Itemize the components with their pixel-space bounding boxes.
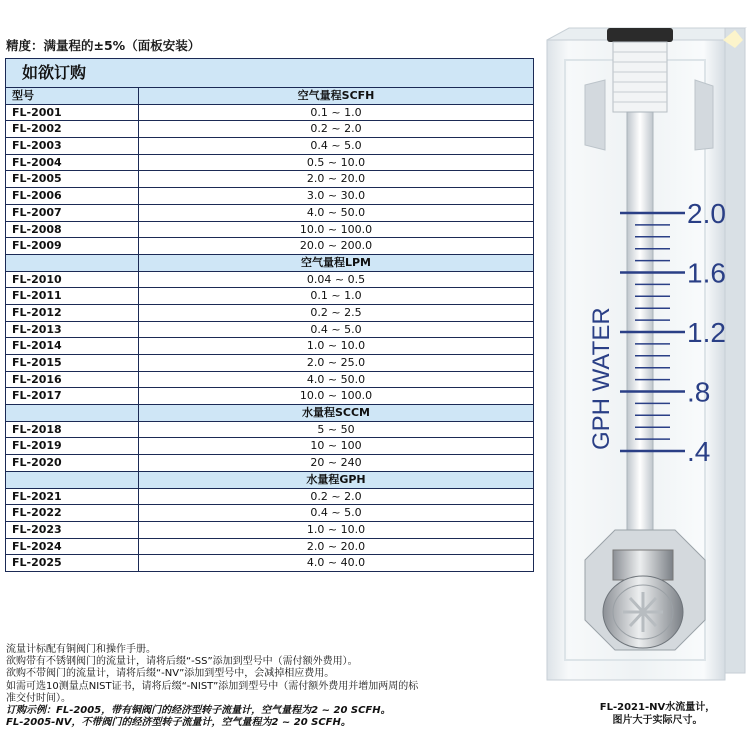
model-cell: FL-2015 — [6, 355, 139, 371]
model-cell: FL-2002 — [6, 121, 139, 137]
range-cell: 0.5 ~ 10.0 — [306, 155, 366, 169]
table-row — [6, 388, 533, 405]
table-row — [6, 522, 533, 539]
range-cell: 0.4 ~ 5.0 — [310, 322, 362, 336]
model-cell: FL-2017 — [6, 388, 139, 404]
table-row — [6, 288, 533, 305]
scale-tick-label: 1.2 — [687, 317, 726, 348]
range-cell: 0.4 ~ 5.0 — [310, 506, 362, 520]
glass-tube — [627, 112, 653, 532]
model-cell: FL-2025 — [6, 555, 139, 571]
model-cell: FL-2020 — [6, 455, 139, 471]
note-line: 准交付时间）。 — [6, 692, 71, 704]
caption-line: 图片大于实际尺寸。 — [612, 715, 703, 726]
scale-tick-label: 1.6 — [687, 257, 726, 289]
table-row — [6, 422, 533, 439]
table-row — [6, 338, 533, 355]
model-cell: FL-2013 — [6, 322, 139, 338]
scale-tick-label: .4 — [687, 436, 711, 467]
table-row — [6, 372, 533, 389]
accuracy-note: 精度：满量程的±5%（面板安装） — [6, 38, 201, 53]
note-line: 欲购带有不锈钢阀门的流量计，请将后缀“-SS”添加到型号中（需付额外费用）。 — [6, 656, 358, 668]
table-row — [6, 205, 533, 222]
model-cell: FL-2014 — [6, 338, 139, 354]
range-cell: 1.0 ~ 10.0 — [306, 339, 366, 353]
order-example-line: FL-2005-NV，不带阀门的经济型转子流量计，空气量程为2 ~ 20 SCFH。 — [6, 717, 351, 729]
model-cell: FL-2023 — [6, 522, 139, 538]
range-cell: 5 ~ 50 — [317, 422, 355, 436]
model-cell: FL-2019 — [6, 438, 139, 454]
header-model-cell — [6, 255, 139, 271]
section-title-cell: 空气量程LPM — [300, 255, 372, 269]
model-cell: FL-2010 — [6, 272, 139, 288]
range-cell: 2.0 ~ 20.0 — [306, 172, 366, 186]
table-row — [6, 272, 533, 289]
model-cell: FL-2006 — [6, 188, 139, 204]
table-row — [6, 539, 533, 556]
range-cell: 20 ~ 240 — [310, 456, 362, 470]
model-cell: FL-2007 — [6, 205, 139, 221]
range-cell: 4.0 ~ 50.0 — [306, 205, 366, 219]
scale-label: GPH WATER — [588, 307, 615, 450]
range-cell: 4.0 ~ 50.0 — [306, 372, 366, 386]
range-cell: 10 ~ 100 — [310, 439, 362, 453]
range-cell: 10.0 ~ 100.0 — [299, 222, 373, 236]
order-table-title: 如欲订购 — [6, 59, 533, 88]
section-header-row — [6, 255, 533, 272]
section-title-cell: 空气量程SCFH — [297, 89, 375, 102]
range-cell: 0.1 ~ 1.0 — [310, 105, 362, 119]
scale-tick-label: 2.0 — [687, 198, 726, 229]
range-cell: 0.04 ~ 0.5 — [306, 272, 366, 286]
table-row — [6, 121, 533, 138]
note-line: 流量计标配有铜阀门和操作手册。 — [6, 644, 156, 655]
section-header-row — [6, 88, 533, 105]
model-cell: FL-2009 — [6, 238, 139, 254]
range-cell: 0.4 ~ 5.0 — [310, 139, 362, 153]
range-cell: 0.1 ~ 1.0 — [310, 289, 362, 303]
range-cell: 0.2 ~ 2.5 — [310, 305, 362, 319]
table-row — [6, 322, 533, 339]
table-row — [6, 238, 533, 255]
note-line: 欲购不带阀门的流量计，请将后缀“-NV”添加到型号中，会减掉相应费用。 — [6, 668, 335, 680]
notes-block — [6, 644, 546, 729]
section-title-cell: 水量程SCCM — [301, 406, 370, 420]
header-model-cell: 型号 — [6, 88, 139, 104]
range-cell: 0.2 ~ 2.0 — [310, 489, 362, 503]
model-cell: FL-2012 — [6, 305, 139, 321]
scale-tick-label: .8 — [687, 376, 711, 408]
range-cell: 10.0 ~ 100.0 — [299, 389, 373, 403]
section-title-cell: 水量程GPH — [306, 472, 366, 486]
table-row — [6, 555, 533, 571]
range-cell: 20.0 ~ 200.0 — [299, 239, 373, 253]
model-cell: FL-2004 — [6, 155, 139, 171]
range-cell: 2.0 ~ 20.0 — [306, 539, 366, 553]
range-cell: 1.0 ~ 10.0 — [306, 522, 366, 536]
flowmeter-image — [545, 0, 750, 690]
range-cell: 0.2 ~ 2.0 — [310, 122, 362, 136]
table-row — [6, 438, 533, 455]
section-header-row — [6, 405, 533, 422]
model-cell: FL-2016 — [6, 372, 139, 388]
model-cell: FL-2001 — [6, 105, 139, 121]
model-cell: FL-2008 — [6, 222, 139, 238]
range-cell: 2.0 ~ 25.0 — [306, 356, 366, 369]
range-cell: 4.0 ~ 40.0 — [306, 556, 366, 570]
table-row — [6, 305, 533, 322]
model-cell: FL-2022 — [6, 505, 139, 521]
table-row — [6, 138, 533, 155]
header-model-cell — [6, 405, 139, 421]
header-model-cell — [6, 472, 139, 488]
order-table — [5, 58, 534, 572]
image-caption — [565, 701, 750, 727]
table-row — [6, 489, 533, 506]
model-cell: FL-2018 — [6, 422, 139, 438]
order-example-line: 订购示例：FL-2005，带有铜阀门的经济型转子流量计，空气量程为2 ~ 20 SCFH。 — [6, 705, 391, 717]
table-row — [6, 188, 533, 205]
model-cell: FL-2003 — [6, 138, 139, 154]
section-header-row — [6, 472, 533, 489]
table-row — [6, 171, 533, 188]
table-row — [6, 355, 533, 372]
range-cell: 3.0 ~ 30.0 — [306, 189, 366, 203]
note-line: 如需可选10测量点NIST证书，请将后缀“-NIST”添加到型号中（需付额外费用并增加两周的标 — [6, 680, 419, 692]
caption-line: FL-2021-NV水流量计， — [599, 702, 716, 713]
table-row — [6, 155, 533, 172]
model-cell: FL-2011 — [6, 288, 139, 304]
model-cell: FL-2005 — [6, 171, 139, 187]
table-row — [6, 222, 533, 239]
model-cell: FL-2024 — [6, 539, 139, 555]
table-row — [6, 455, 533, 472]
model-cell: FL-2021 — [6, 489, 139, 505]
valve-assembly — [585, 530, 705, 650]
table-row — [6, 505, 533, 522]
table-row — [6, 105, 533, 122]
